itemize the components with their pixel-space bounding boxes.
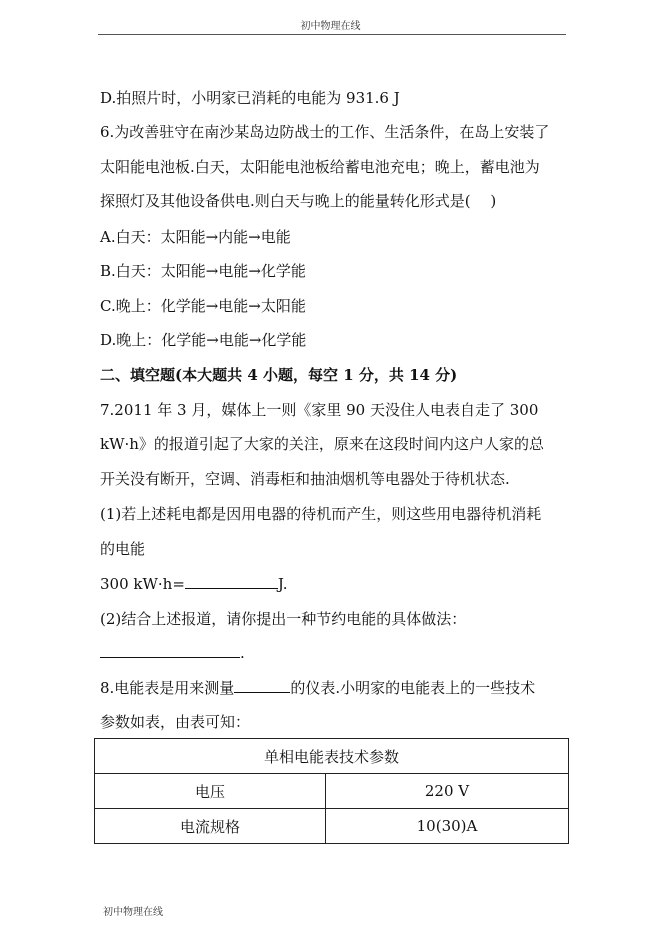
- energy-unit-suffix: J.: [277, 575, 288, 593]
- answer-period: .: [240, 644, 245, 662]
- question-8-line-1: [100, 678, 535, 698]
- table-row: [95, 774, 569, 809]
- energy-conversion-prefix: 300 kW·h=: [100, 575, 185, 593]
- answer-blank-saving-method[interactable]: [100, 643, 240, 658]
- meter-spec-table: [94, 738, 569, 844]
- question-7-part-1-line-1: (1)若上述耗电都是因用电器的待机而产生，则这些用电器待机消耗: [100, 505, 542, 523]
- answer-blank-meter-purpose[interactable]: [234, 678, 290, 693]
- page-header: 初中物理在线: [300, 21, 361, 32]
- question-7-line-2: kW·h》的报道引起了大家的关注，原来在这段时间内这户人家的总: [100, 435, 544, 453]
- question-6-line-3: 探照灯及其他设备供电.则白天与晚上的能量转化形式是( ): [100, 192, 497, 210]
- option-d-q5: D.拍照片时，小明家已消耗的电能为 931.6 J: [100, 89, 400, 107]
- header-divider: [98, 34, 566, 35]
- table-title-cell: 单相电能表技术参数: [95, 739, 569, 774]
- question-7-line-1: 7.2011 年 3 月，媒体上一则《家里 90 天没住人电表自走了 300: [100, 401, 539, 419]
- question-8-line-2: 参数如表，由表可知：: [100, 713, 251, 731]
- question-7-part-1-line-2: 的电能: [100, 540, 146, 558]
- section-heading-fill-in: 二、填空题(本大题共 4 小题，每空 1 分，共 14 分): [100, 366, 458, 384]
- table-cell-value: 220 V: [326, 774, 569, 809]
- option-d-q6: D.晚上：化学能→电能→化学能: [100, 331, 307, 349]
- question-7-part-2-answer-line: [100, 643, 245, 663]
- question-8-suffix: 的仪表.小明家的电能表上的一些技术: [290, 679, 536, 697]
- option-a-q6: A.白天：太阳能→内能→电能: [100, 228, 291, 246]
- option-c-q6: C.晚上：化学能→电能→太阳能: [100, 297, 306, 315]
- option-b-q6: B.白天：太阳能→电能→化学能: [100, 262, 306, 280]
- question-7-part-1-answer-line: [100, 574, 288, 594]
- answer-blank-joules[interactable]: [185, 574, 278, 589]
- table-cell-label: 电压: [95, 774, 326, 809]
- question-7-part-2: (2)结合上述报道，请你提出一种节约电能的具体做法：: [100, 610, 467, 628]
- table-row: [95, 739, 569, 774]
- question-6-line-1: 6.为改善驻守在南沙某岛边防战士的工作、生活条件，在岛上安装了: [100, 123, 550, 141]
- page-footer: 初中物理在线: [103, 907, 163, 918]
- question-7-line-3: 开关没有断开，空调、消毒柜和抽油烟机等电器处于待机状态.: [100, 470, 510, 488]
- table-cell-value: 10(30)A: [326, 809, 569, 844]
- question-6-line-2: 太阳能电池板.白天，太阳能电池板给蓄电池充电；晚上，蓄电池为: [100, 158, 540, 176]
- question-8-prefix: 8.电能表是用来测量: [100, 679, 235, 697]
- table-row: [95, 809, 569, 844]
- table-cell-label: 电流规格: [95, 809, 326, 844]
